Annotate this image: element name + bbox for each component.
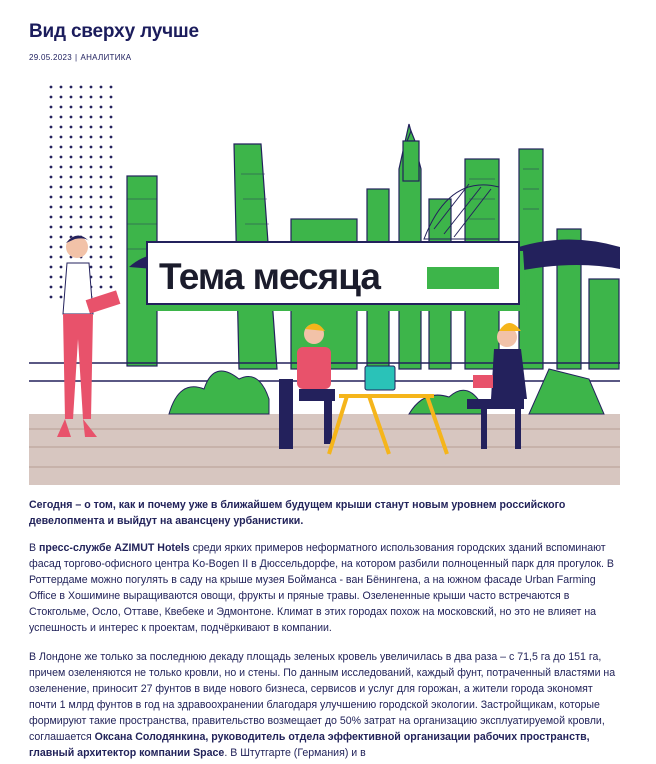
banner-title: Тема месяца [159,256,380,297]
meta-separator: | [75,53,78,62]
p2-text-rest: . В Штутгарте (Германия) и в [224,747,366,759]
lead-paragraph: Сегодня – о том, как и почему уже в ближайшем будущем крыши станут новым уровнем российского девелопмента и выйдут на авансцену урбанистики. [29,499,566,527]
hero-illustration [29,79,620,485]
article-category-link[interactable]: АНАЛИТИКА [80,53,132,62]
p2-text-pre: В Лондоне же только за последнюю декаду площадь зеленых кровель увеличилась в два раза – с 71,5 га до 151 га, причем озеленяются не только кровли, но и стены. По данным исследований, каждый фунт, потраченный властями на озеленение, приносит 27 фунтов в виде нового бизнеса, сервисов и услуг для горожан, а жители города экономят почти 1 млрд фунтов в год на здравоохранении благодаря улучшению городской экологии. Застройщикам, которые формируют такие пространства, правительство возмещает до 50% затрат на организацию эксплуатируемой кровли, соглашается [29,651,616,743]
p1-bold-source: пресс-службе AZIMUT Hotels [39,542,190,554]
body-paragraph-2 [29,649,623,761]
theme-banner [147,242,527,311]
body-paragraph-1 [29,540,623,636]
p2-bold-quote-source: Оксана Солодянкина, руководитель отдела эффективной организации рабочих пространств, главный архитектор компании Space [29,731,590,759]
article-meta [29,53,131,62]
teal-laptop [365,366,395,390]
page-title: Вид сверху лучше [29,21,199,42]
article-body [29,497,623,764]
article-date: 29.05.2023 [29,53,73,62]
p1-text-rest: среди ярких примеров неформатного использования городских зданий вспоминают фасад торгово-офисного центра Ko-Bogen II в Дюссельдорфе, на котором разбили полноценный парк для прогулок. В Роттердаме можно погулять в саду на крыше музея Бойманса - ван Бёнингена, а на южном фасаде Urban Farming Office в Хошимине выращиваются овощи, фрукты и пряные травы. Озелененные крыши часто встречаются в Стокгольме, Осло, Оттаве, Квебеке и Эдмонтоне. Климат в этих городах похож на московский, но это не влияет на успешность и интерес к проектам, подчёркивают в компании. [29,542,614,634]
p1-text-pre: В [29,542,40,554]
